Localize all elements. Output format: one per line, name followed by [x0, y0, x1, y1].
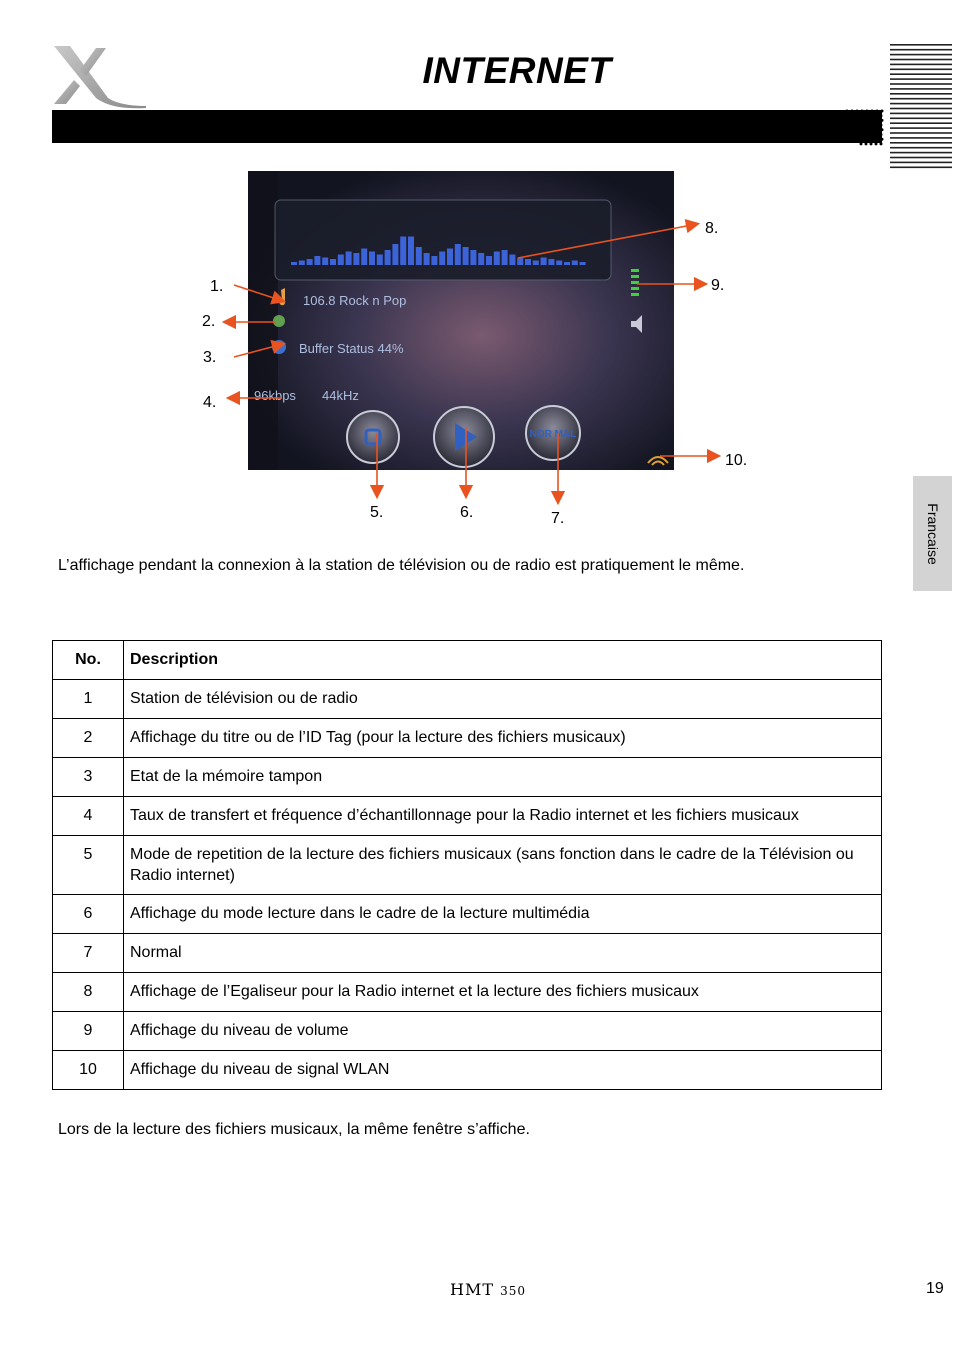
table-row [53, 758, 882, 797]
table-row [53, 1051, 882, 1090]
callout-label-9: 9. [711, 277, 725, 294]
samplerate-text: 44kHz [322, 388, 359, 403]
callout-label-3: 3. [203, 349, 217, 366]
table-row [53, 895, 882, 934]
row-no: 8 [53, 973, 124, 1012]
page-number: 19 [926, 1280, 944, 1297]
row-description: Affichage du niveau de volume [124, 1012, 882, 1051]
row-no: 6 [53, 895, 124, 934]
station-text: 106.8 Rock n Pop [303, 293, 407, 308]
callout-label-2: 2. [202, 313, 216, 330]
callout-label-4: 4. [203, 394, 217, 411]
intro-paragraph: L’affichage pendant la connexion à la station de télévision ou de radio est pratiquement le même. [58, 557, 745, 574]
artist-icon [273, 315, 285, 327]
svg-text:NOR MAL: NOR MAL [529, 429, 577, 440]
row-description: Taux de transfert et fréquence d’échantillonnage pour la Radio internet et les fichiers musicaux [124, 797, 882, 836]
row-no: 1 [53, 680, 124, 719]
row-no: 5 [53, 836, 124, 895]
title-bar-dots [840, 108, 885, 146]
callout-label-8: 8. [705, 220, 719, 237]
callout-label-7: 7. [551, 510, 565, 527]
row-no: 2 [53, 719, 124, 758]
row-description: Affichage du niveau de signal WLAN [124, 1051, 882, 1090]
row-description: Affichage de l’Egaliseur pour la Radio internet et la lecture des fichiers musicaux [124, 973, 882, 1012]
table-header-row [53, 641, 882, 680]
row-description: Affichage du titre ou de l’ID Tag (pour la lecture des fichiers musicaux) [124, 719, 882, 758]
title-bar [52, 110, 882, 143]
buffer-icon [272, 340, 286, 354]
row-description: Station de télévision ou de radio [124, 680, 882, 719]
footer-model-name [450, 1280, 526, 1299]
bitrate-text: 96kbps [254, 388, 296, 403]
header-no: No. [53, 641, 124, 680]
table-row [53, 934, 882, 973]
table-row [53, 680, 882, 719]
row-no: 3 [53, 758, 124, 797]
legend-table [52, 640, 882, 1090]
row-description: Etat de la mémoire tampon [124, 758, 882, 797]
row-description: Mode de repetition de la lecture des fichiers musicaux (sans fonction dans le cadre de la Télévision ou Radio internet) [124, 836, 882, 895]
callout-label-5: 5. [370, 504, 384, 521]
callout-label-1: 1. [210, 278, 224, 295]
footer-model-number: 350 [500, 1284, 527, 1298]
language-tab [913, 476, 952, 591]
callout-label-6: 6. [460, 504, 474, 521]
row-description: Normal [124, 934, 882, 973]
row-no: 10 [53, 1051, 124, 1090]
table-row [53, 973, 882, 1012]
table-row [53, 719, 882, 758]
footer-model-main: HMT [450, 1280, 495, 1299]
repeat-button[interactable] [347, 411, 399, 463]
row-no: 9 [53, 1012, 124, 1051]
page-title: INTERNET [422, 50, 612, 91]
normal-mode-button[interactable] [526, 406, 580, 460]
play-button[interactable] [434, 407, 494, 467]
table-row [53, 836, 882, 895]
language-tab-label: Francaise [924, 502, 941, 565]
callout-label-10: 10. [725, 452, 748, 469]
row-no: 4 [53, 797, 124, 836]
table-row [53, 797, 882, 836]
row-no: 7 [53, 934, 124, 973]
row-description: Affichage du mode lecture dans le cadre de la lecture multimédia [124, 895, 882, 934]
outro-paragraph: Lors de la lecture des fichiers musicaux, la même fenêtre s’affiche. [58, 1121, 530, 1138]
buffer-text: Buffer Status 44% [299, 341, 404, 356]
header-description: Description [124, 641, 882, 680]
table-row [53, 1012, 882, 1051]
corner-decoration-lines [890, 44, 952, 172]
device-screenshot [248, 171, 674, 470]
